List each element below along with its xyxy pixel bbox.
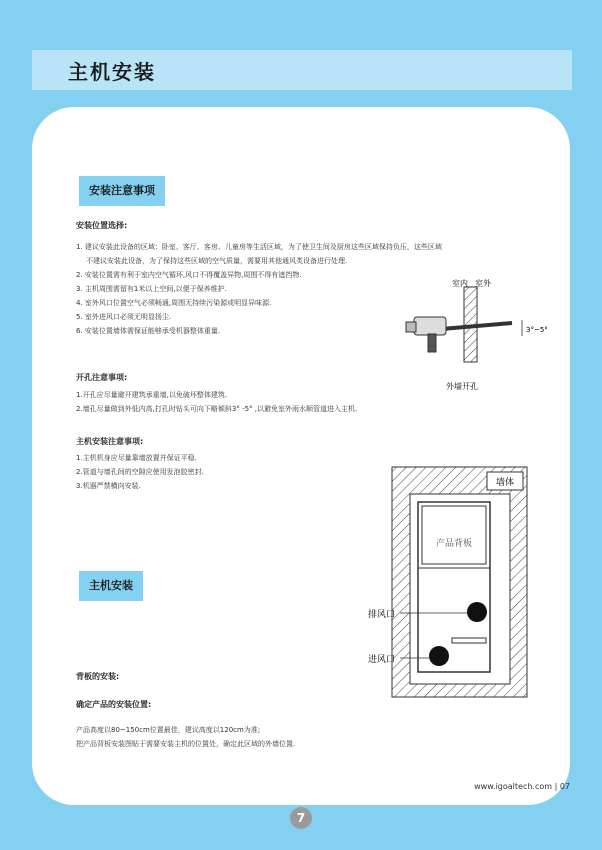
page-title: 主机安装 — [68, 60, 156, 84]
intake-label: 进风口 — [368, 655, 396, 665]
backplate-heading: 背板的安装: — [76, 672, 120, 681]
list-item: 6. 安装位置墙体需保证能够承受机器整体重量. — [76, 327, 221, 335]
list-item: 1.主机机身应尽量靠墙放置并保证平稳. — [76, 454, 197, 462]
title-banner — [32, 50, 572, 90]
location-heading: 安装位置选择: — [76, 221, 128, 230]
drill-handle — [428, 334, 436, 352]
host-list — [76, 451, 376, 493]
position-heading: 确定产品的安装位置: — [76, 700, 152, 709]
wall-drill-diagram — [392, 262, 562, 392]
list-item: 不建议安装此设备，为了保持这些区域的空气质量，需要用其他通风类设备进行处理. — [86, 257, 348, 265]
drill-chuck — [406, 322, 416, 332]
exhaust-port — [467, 602, 487, 622]
list-item: 3. 主机周围需留有1米以上空间,以便于保养维护. — [76, 285, 227, 293]
list-item: 4. 室外风口位置空气必须畅通,周围无持续污染源或明显异味源. — [76, 299, 272, 307]
outdoor-label: 室外 — [475, 279, 491, 288]
wall-label: 墙体 — [495, 478, 515, 488]
list-item: 3.机器严禁横向安装. — [76, 482, 141, 490]
list-item: 2.墙孔尽量做到外低内高,打孔时钻头可向下略倾斜3° -5° ,以避免室外雨水顺管道进入主机. — [76, 405, 358, 413]
list-item: 2. 安装位置需有利于室内空气循环,风口不得覆盖异物,周围不得有遮挡物. — [76, 271, 302, 279]
footer-url: www.igoaltech.com | 07 — [474, 782, 570, 791]
list-item: 1.开孔应尽量避开建筑承重墙,以免破坏整体建筑. — [76, 391, 228, 399]
bracket-slot — [452, 638, 486, 643]
intake-port — [429, 646, 449, 666]
list-item: 2.管道与墙孔间的空隙应使用发泡胶密封. — [76, 468, 204, 476]
exhaust-label: 排风口 — [368, 610, 396, 620]
section-label-install: 主机安装 — [79, 571, 143, 601]
drill-list — [76, 388, 546, 416]
position-line-2: 把产品背板安装图贴于需要安装主机的位置处，确定此区域的外墙位置. — [76, 740, 296, 748]
indoor-label: 室内 — [452, 279, 468, 288]
backplate — [422, 506, 486, 564]
content-card — [32, 107, 570, 805]
page-number: 7 — [290, 807, 312, 829]
backplate-label: 产品背板 — [435, 539, 473, 549]
list-item: 5. 室外进风口必须无明显扬尘. — [76, 313, 172, 321]
section-label-notes: 安装注意事项 — [79, 176, 165, 206]
host-heading: 主机安装注意事项: — [76, 437, 144, 446]
angle-label: 3°~5° — [526, 326, 548, 334]
list-item: 1. 建议安装此设备的区域：卧室、客厅、客房、儿童房等生活区域，为了使卫生间及厨房这些区域保持负压，这些区域 — [76, 243, 442, 251]
wall-drill-caption: 外墙开孔 — [446, 382, 478, 391]
drill-heading: 开孔注意事项: — [76, 373, 128, 382]
host-mount-diagram — [332, 462, 552, 702]
drill-body — [414, 317, 446, 335]
position-line-1: 产品高度以80~150cm位置最佳，建议高度以120cm为准; — [76, 726, 261, 734]
